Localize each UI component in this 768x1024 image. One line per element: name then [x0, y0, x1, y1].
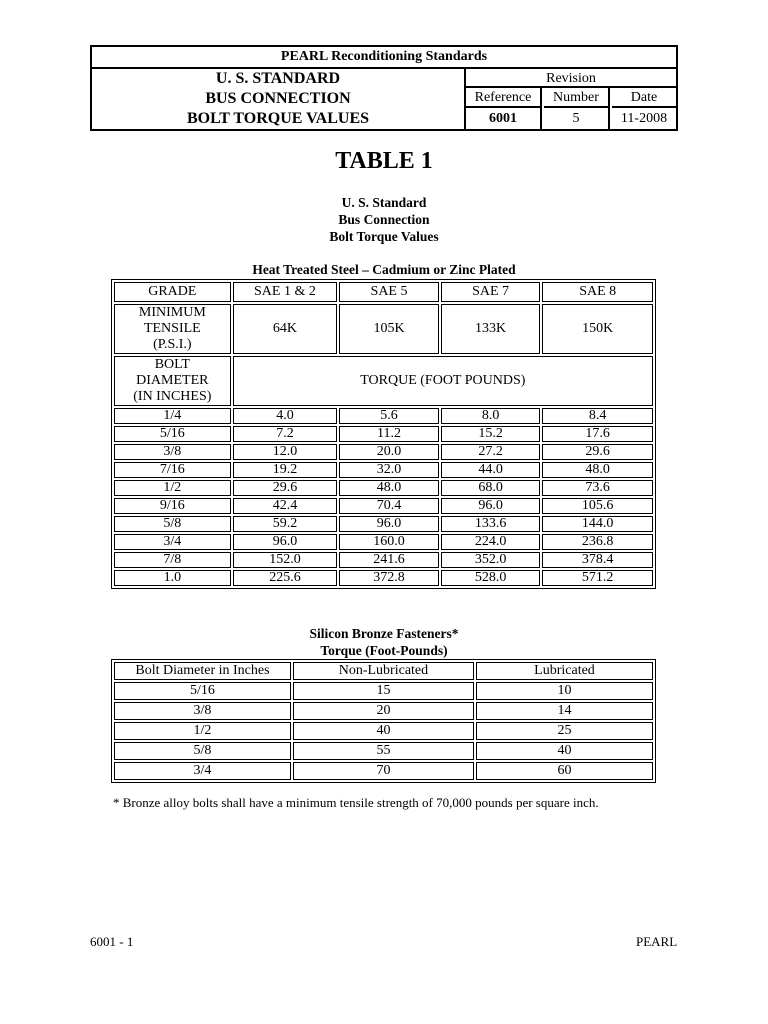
table-cell: 236.8 — [542, 534, 653, 550]
table-cell: 224.0 — [441, 534, 541, 550]
table-cell: 8.0 — [441, 408, 541, 424]
diameter-label-line: (IN INCHES) — [133, 389, 212, 404]
tensile-label-line: MINIMUM — [138, 305, 206, 320]
table-subtitle — [0, 194, 768, 245]
subtitle-line-2: Bus Connection — [338, 212, 430, 227]
table-cell: 44.0 — [441, 462, 541, 478]
diameter-label-line: DIAMETER — [136, 373, 209, 388]
table-cell: 105.6 — [542, 498, 653, 514]
number-label: Number — [544, 88, 610, 108]
tensile-label-line: (P.S.I.) — [153, 337, 192, 352]
tensile-value: 133K — [441, 304, 541, 354]
bronze-header-row — [114, 662, 653, 680]
bronze-caption-line-1: Silicon Bronze Fasteners* — [309, 626, 459, 641]
table-row — [114, 426, 653, 442]
table-cell: 3/8 — [114, 444, 231, 460]
table-row — [114, 570, 653, 586]
steel-table-body — [114, 408, 653, 586]
table-cell: 10 — [476, 682, 653, 700]
bronze-torque-table — [111, 659, 656, 783]
page-title: TABLE 1 — [335, 148, 433, 174]
table-cell: 14 — [476, 702, 653, 720]
column-header: Non-Lubricated — [293, 662, 474, 680]
table-cell: 17.6 — [542, 426, 653, 442]
grade-header: SAE 8 — [542, 282, 653, 302]
tensile-value: 150K — [542, 304, 653, 354]
table-cell: 40 — [293, 722, 474, 740]
title-line-2: BUS CONNECTION — [205, 90, 351, 107]
table-cell: 20.0 — [339, 444, 439, 460]
table-row — [114, 722, 653, 740]
grade-header: SAE 1 & 2 — [233, 282, 338, 302]
table-cell: 378.4 — [542, 552, 653, 568]
table-row — [114, 516, 653, 532]
reference-value: 6001 — [466, 108, 542, 129]
bronze-table-body — [114, 682, 653, 780]
table-cell: 96.0 — [233, 534, 338, 550]
footnote: * Bronze alloy bolts shall have a minimum tensile strength of 70,000 pounds per square inch. — [113, 795, 599, 810]
table-cell: 372.8 — [339, 570, 439, 586]
grade-header: SAE 5 — [339, 282, 439, 302]
table-cell: 15.2 — [441, 426, 541, 442]
organization-title: PEARL Reconditioning Standards — [92, 47, 676, 69]
table-cell: 144.0 — [542, 516, 653, 532]
column-header: Bolt Diameter in Inches — [114, 662, 291, 680]
table-cell: 42.4 — [233, 498, 338, 514]
revision-label: Revision — [466, 69, 676, 88]
tensile-value: 64K — [233, 304, 338, 354]
table-cell: 59.2 — [233, 516, 338, 532]
torque-label: TORQUE (FOOT POUNDS) — [233, 356, 653, 406]
table-cell: 15 — [293, 682, 474, 700]
table-cell: 1/2 — [114, 480, 231, 496]
column-header: Lubricated — [476, 662, 653, 680]
table-cell: 4.0 — [233, 408, 338, 424]
grade-label: GRADE — [114, 282, 231, 302]
table-cell: 7/16 — [114, 462, 231, 478]
table-cell: 160.0 — [339, 534, 439, 550]
table-cell: 3/4 — [114, 762, 291, 780]
table-row — [114, 480, 653, 496]
table-cell: 1/4 — [114, 408, 231, 424]
table-cell: 96.0 — [339, 516, 439, 532]
table-cell: 352.0 — [441, 552, 541, 568]
table-cell: 27.2 — [441, 444, 541, 460]
table-cell: 5/8 — [114, 742, 291, 760]
grade-row — [114, 282, 653, 302]
table-cell: 70 — [293, 762, 474, 780]
reference-label: Reference — [466, 88, 542, 108]
steel-torque-table — [111, 279, 656, 589]
table-row — [114, 682, 653, 700]
table-cell: 8.4 — [542, 408, 653, 424]
number-value: 5 — [544, 108, 610, 129]
diameter-label — [114, 356, 231, 406]
table-row — [114, 498, 653, 514]
table-cell: 5/16 — [114, 426, 231, 442]
tensile-label — [114, 304, 231, 354]
table-cell: 19.2 — [233, 462, 338, 478]
table-cell: 3/4 — [114, 534, 231, 550]
grade-header: SAE 7 — [441, 282, 541, 302]
table-cell: 9/16 — [114, 498, 231, 514]
diameter-header-row — [114, 356, 653, 406]
table-cell: 12.0 — [233, 444, 338, 460]
table-cell: 48.0 — [542, 462, 653, 478]
table-cell: 68.0 — [441, 480, 541, 496]
date-value: 11-2008 — [620, 111, 668, 126]
table-cell: 3/8 — [114, 702, 291, 720]
table-cell: 1/2 — [114, 722, 291, 740]
table-cell: 20 — [293, 702, 474, 720]
tensile-value: 105K — [339, 304, 439, 354]
table-cell: 528.0 — [441, 570, 541, 586]
table-row — [114, 742, 653, 760]
table-cell: 11.2 — [339, 426, 439, 442]
table-cell: 241.6 — [339, 552, 439, 568]
table-cell: 70.4 — [339, 498, 439, 514]
table-row — [114, 552, 653, 568]
table-cell: 60 — [476, 762, 653, 780]
table-cell: 571.2 — [542, 570, 653, 586]
table-cell: 5.6 — [339, 408, 439, 424]
bronze-caption-line-2: Torque (Foot-Pounds) — [320, 643, 448, 658]
table-row — [114, 702, 653, 720]
title-line-3: BOLT TORQUE VALUES — [186, 110, 370, 127]
table-cell: 48.0 — [339, 480, 439, 496]
table-cell: 225.6 — [233, 570, 338, 586]
table-row — [114, 408, 653, 424]
table-cell: 152.0 — [233, 552, 338, 568]
date-label: Date — [612, 88, 676, 108]
footer-org: PEARL — [636, 934, 678, 949]
tensile-row — [114, 304, 653, 354]
table-row — [114, 462, 653, 478]
table-cell: 29.6 — [233, 480, 338, 496]
table-row — [114, 762, 653, 780]
table-cell: 133.6 — [441, 516, 541, 532]
tensile-label-line: TENSILE — [143, 321, 201, 336]
document-header — [90, 45, 678, 131]
bronze-table-caption — [0, 625, 768, 659]
page-number: 6001 - 1 — [90, 934, 134, 949]
table-cell: 73.6 — [542, 480, 653, 496]
table-cell: 7.2 — [233, 426, 338, 442]
table-row — [114, 534, 653, 550]
table-cell: 5/16 — [114, 682, 291, 700]
title-line-1: U. S. STANDARD — [215, 70, 341, 87]
subtitle-line-3: Bolt Torque Values — [329, 229, 439, 244]
table-cell: 96.0 — [441, 498, 541, 514]
table-cell: 29.6 — [542, 444, 653, 460]
table-cell: 1.0 — [114, 570, 231, 586]
table-cell: 7/8 — [114, 552, 231, 568]
subtitle-line-1: U. S. Standard — [341, 195, 427, 210]
table-cell: 25 — [476, 722, 653, 740]
document-title — [92, 69, 466, 129]
diameter-label-line: BOLT — [154, 357, 190, 372]
table-row — [114, 444, 653, 460]
steel-table-caption: Heat Treated Steel – Cadmium or Zinc Plated — [252, 262, 516, 277]
table-cell: 32.0 — [339, 462, 439, 478]
table-cell: 40 — [476, 742, 653, 760]
table-cell: 55 — [293, 742, 474, 760]
table-cell: 5/8 — [114, 516, 231, 532]
